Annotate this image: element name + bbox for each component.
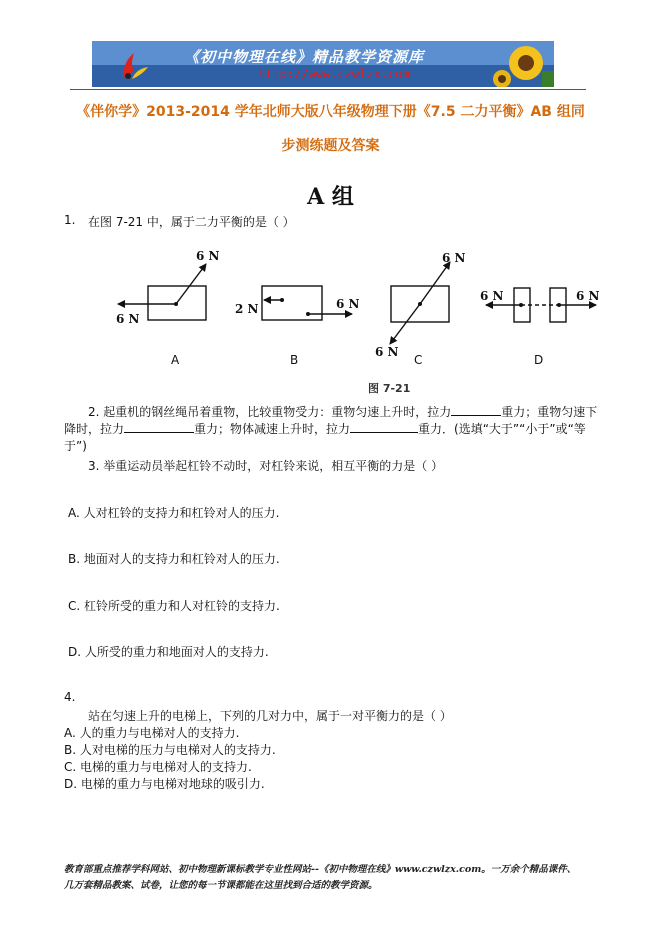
figure-d-label-right: 6 N bbox=[576, 289, 600, 303]
site-banner bbox=[92, 41, 554, 87]
figure-b-caption: B bbox=[290, 353, 299, 367]
figure-a-label-up: 6 N bbox=[196, 249, 220, 263]
figure-a-force-up bbox=[176, 264, 206, 304]
figure-d-caption: D bbox=[534, 353, 544, 367]
q4-option-b: B. 人对电梯的压力与电梯对人的支持力. bbox=[64, 743, 276, 757]
figure-b-label-left: 2 N bbox=[235, 302, 259, 316]
q2-line2: 降时，拉力 重力；物体减速上升时，拉力 重力．(选填“大于”“小于”或“等 bbox=[64, 422, 586, 436]
figure-caption: 图 7-21 bbox=[368, 382, 411, 395]
q2-line1: 2. 起重机的钢丝绳吊着重物，比较重物受力：重物匀速上升时，拉力 重力；重物匀速下 bbox=[88, 405, 598, 419]
doc-title-line1: 《伴你学》2013-2014 学年北师大版八年级物理下册《7.5 二力平衡》AB 组同 bbox=[76, 104, 585, 120]
figure-a-label-left: 6 N bbox=[116, 312, 140, 326]
q2-line3: 于”) bbox=[64, 439, 87, 453]
page-footer bbox=[64, 862, 604, 894]
q4-number: 4. bbox=[64, 690, 76, 704]
q4-option-d: D. 电梯的重力与电梯对地球的吸引力. bbox=[64, 777, 265, 791]
q3-stem: 3. 举重运动员举起杠铃不动时，对杠铃来说，相互平衡的力是（ ） bbox=[88, 459, 444, 473]
q3-option-c: C. 杠铃所受的重力和人对杠铃的支持力. bbox=[68, 599, 280, 613]
q4-option-c: C. 电梯的重力与电梯对人的支持力. bbox=[64, 760, 252, 774]
q3-option-a: A. 人对杠铃的支持力和杠铃对人的压力. bbox=[68, 506, 280, 520]
q1-stem: 在图 7-21 中，属于二力平衡的是（ ） bbox=[88, 215, 295, 229]
banner-site-url: http://www.czwlzx.com bbox=[258, 67, 410, 81]
figure-b-label-right: 6 N bbox=[336, 297, 360, 311]
figure-c-force-up bbox=[420, 262, 450, 304]
group-a-title: A 组 bbox=[307, 184, 354, 210]
q3-option-d: D. 人所受的重力和地面对人的支持力. bbox=[68, 645, 269, 659]
banner-site-title: 《初中物理在线》精品教学资源库 bbox=[184, 48, 425, 66]
figure-d-label-left: 6 N bbox=[480, 289, 504, 303]
site-logo-icon bbox=[120, 49, 150, 81]
figure-c-force-down bbox=[390, 304, 420, 344]
figure-a-caption: A bbox=[171, 353, 180, 367]
sunflower-icon bbox=[492, 43, 554, 87]
q1-number: 1. bbox=[64, 213, 76, 227]
doc-title-line2: 步测练题及答案 bbox=[281, 138, 380, 154]
q4-stem: 站在匀速上升的电梯上，下列的几对力中，属于一对平衡力的是（ ） bbox=[88, 709, 452, 723]
q4-option-a: A. 人的重力与电梯对人的支持力. bbox=[64, 726, 240, 740]
footer-line1: 教育部重点推荐学科网站、初中物理新课标教学专业性网站--《初中物理在线》www.czwlzx.com。一万余个精品课件、 bbox=[64, 864, 577, 875]
footer-line2: 几万套精品教案、试卷，让您的每一节课都能在这里找到合适的教学资源。 bbox=[64, 880, 378, 891]
header-divider bbox=[70, 89, 586, 90]
q3-option-b: B. 地面对人的支持力和杠铃对人的压力. bbox=[68, 552, 280, 566]
figure-c-label-up: 6 N bbox=[442, 251, 466, 265]
figure-b-box bbox=[262, 286, 322, 320]
figure-c-label-down: 6 N bbox=[375, 345, 399, 359]
figure-c-caption: C bbox=[414, 353, 423, 367]
figure-7-21 bbox=[100, 240, 620, 400]
